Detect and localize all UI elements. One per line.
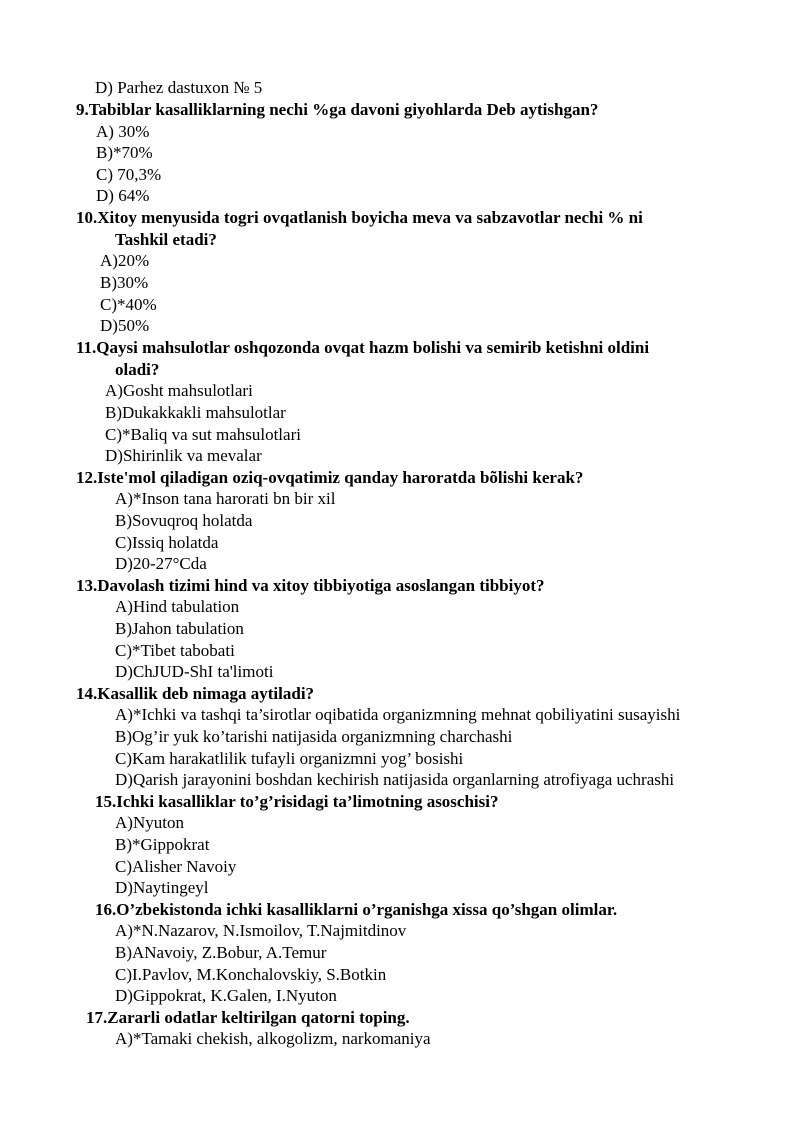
answer-option: A)*Tamaki chekish, alkogolizm, narkomaniya — [115, 1029, 431, 1048]
answer-option: C)Kam harakatlilik tufayli organizmni yog’ bosishi — [115, 749, 464, 768]
question-11-continuation: oladi? — [115, 360, 160, 379]
answer-option: C) 70,3% — [96, 165, 162, 184]
answer-option: B)*70% — [96, 143, 153, 162]
question-10-continuation: Tashkil etadi? — [115, 230, 217, 249]
answer-option: D)ChJUD-ShI ta'limoti — [115, 662, 274, 681]
answer-option: A)Gosht mahsulotlari — [105, 381, 253, 400]
answer-option: C)Alisher Navoiy — [115, 857, 237, 876]
question-10: 10.Xitoy menyusida togri ovqatlanish boyicha meva va sabzavotlar nechi % ni — [76, 208, 643, 227]
answer-option: A)Hind tabulation — [115, 597, 240, 616]
question-9: 9.Tabiblar kasalliklarning nechi %ga davoni giyohlarda Deb aytishgan? — [76, 100, 599, 119]
answer-option: B)ANavoiy, Z.Bobur, A.Temur — [115, 943, 327, 962]
answer-option: B)Jahon tabulation — [115, 619, 244, 638]
answer-option: D)50% — [100, 316, 150, 335]
answer-option: D)Gippokrat, K.Galen, I.Nyuton — [115, 986, 337, 1005]
answer-option: D) 64% — [96, 186, 150, 205]
answer-option: A) 30% — [96, 122, 150, 141]
answer-option: D) Parhez dastuxon № 5 — [95, 78, 263, 97]
answer-option: A)*N.Nazarov, N.Ismoilov, T.Najmitdinov — [115, 921, 407, 940]
answer-option: B)Dukakkakli mahsulotlar — [105, 403, 286, 422]
question-15: 15.Ichki kasalliklar to’g’risidagi ta’limotning asoschisi? — [95, 792, 499, 811]
question-14: 14.Kasallik deb nimaga aytiladi? — [76, 684, 315, 703]
answer-option: D)Qarish jarayonini boshdan kechirish natijasida organlarning atrofiyaga uchrashi — [115, 770, 675, 789]
answer-option: B)Sovuqroq holatda — [115, 511, 253, 530]
answer-option: A)Nyuton — [115, 813, 184, 832]
answer-option: C)I.Pavlov, M.Konchalovskiy, S.Botkin — [115, 965, 387, 984]
question-11: 11.Qaysi mahsulotlar oshqozonda ovqat hazm bolishi va semirib ketishni oldini — [76, 338, 650, 357]
answer-option: C)*Tibet tabobati — [115, 641, 235, 660]
answer-option: C)*Baliq va sut mahsulotlari — [105, 425, 301, 444]
answer-option: A)*Inson tana harorati bn bir xil — [115, 489, 336, 508]
answer-option: A)20% — [100, 251, 150, 270]
answer-option: B)Og’ir yuk ko’tarishi natijasida organizmning charchashi — [115, 727, 513, 746]
answer-option: D)20-27°Cda — [115, 554, 207, 573]
answer-option: C)Issiq holatda — [115, 533, 219, 552]
answer-option: D)Shirinlik va mevalar — [105, 446, 262, 465]
answer-option: B)*Gippokrat — [115, 835, 210, 854]
answer-option: A)*Ichki va tashqi ta’sirotlar oqibatida organizmning mehnat qobiliyatini susayishi — [115, 705, 681, 724]
answer-option: C)*40% — [100, 295, 157, 314]
answer-option: B)30% — [100, 273, 149, 292]
answer-option: D)Naytingeyl — [115, 878, 209, 897]
question-13: 13.Davolash tizimi hind va xitoy tibbiyotiga asoslangan tibbiyot? — [76, 576, 545, 595]
question-16: 16.O’zbekistonda ichki kasalliklarni o’rganishga xissa qo’shgan olimlar. — [95, 900, 618, 919]
question-17: 17.Zararli odatlar keltirilgan qatorni toping. — [86, 1008, 410, 1027]
question-12: 12.Iste'mol qiladigan oziq-ovqatimiz qanday haroratda bõlishi kerak? — [76, 468, 584, 487]
